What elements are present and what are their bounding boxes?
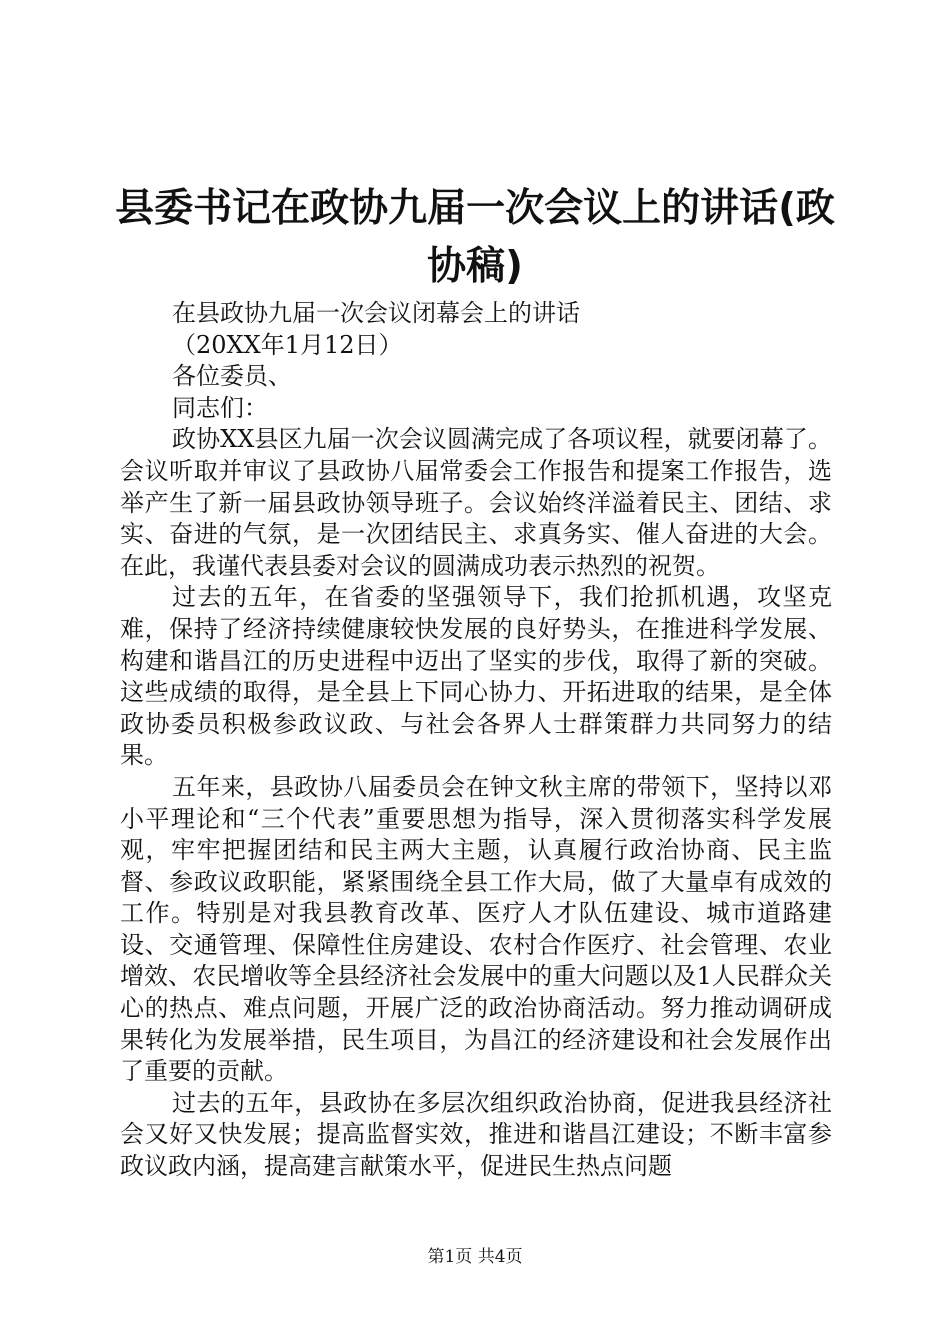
document-body xyxy=(120,298,832,1183)
salutation-line-2: 同志们： xyxy=(172,393,268,422)
salutation-line-1: 各位委员、 xyxy=(172,362,292,391)
body-paragraph-1: 政协XX县区九届一次会议圆满完成了各项议程，就要闭幕了。会议听取并审议了县政协八届常委会工作报告和提案工作报告，选举产生了新一届县政协领导班子。会议始终洋溢着民主、团结、求实、奋进的气氛，是一次团结民主、求真务实、催人奋进的大会。在此，我谨代表县委对会议的圆满成功表示热烈的祝贺。 xyxy=(120,425,832,580)
speech-subtitle: 在县政协九届一次会议闭幕会上的讲话 xyxy=(172,299,580,327)
document-title: 县委书记在政协九届一次会议上的讲话(政协稿) xyxy=(115,186,835,289)
page-number-footer: 第1页 共4页 xyxy=(427,1247,523,1267)
body-paragraph-2: 过去的五年，在省委的坚强领导下，我们抢抓机遇，攻坚克难，保持了经济持续健康较快发展的良好势头，在推进科学发展、构建和谐昌江的历史进程中迈出了坚实的步伐，取得了新的突破。这些成绩的取得，是全县上下同心协力、开拓进取的结果，是全体政协委员积极参政议政、与社会各界人士群策群力共同努力的结果。 xyxy=(120,583,832,770)
speech-date: （20XX年1月12日） xyxy=(172,330,403,359)
body-paragraph-4: 过去的五年，县政协在多层次组织政治协商，促进我县经济社会又好又快发展；提高监督实效，推进和谐昌江建设；不断丰富参政议政内涵，提高建言献策水平，促进民生热点问题 xyxy=(120,1088,832,1181)
body-paragraph-3: 五年来，县政协八届委员会在钟文秋主席的带领下，坚持以邓小平理论和“三个代表”重要思想为指导，深入贯彻落实科学发展观，牢牢把握团结和民主两大主题，认真履行政治协商、民主监督、参政议政职能，紧紧围绕全县工作大局，做了大量卓有成效的工作。特别是对我县教育改革、医疗人才队伍建设、城市道路建设、交通管理、保障性住房建设、农村合作医疗、社会管理、农业增效、农民增收等全县经济社会发展中的重大问题以及1人民群众关心的热点、难点问题，开展广泛的政治协商活动。努力推动调研成果转化为发展举措，民生项目，为昌江的经济建设和社会发展作出了重要的贡献。 xyxy=(120,772,832,1086)
